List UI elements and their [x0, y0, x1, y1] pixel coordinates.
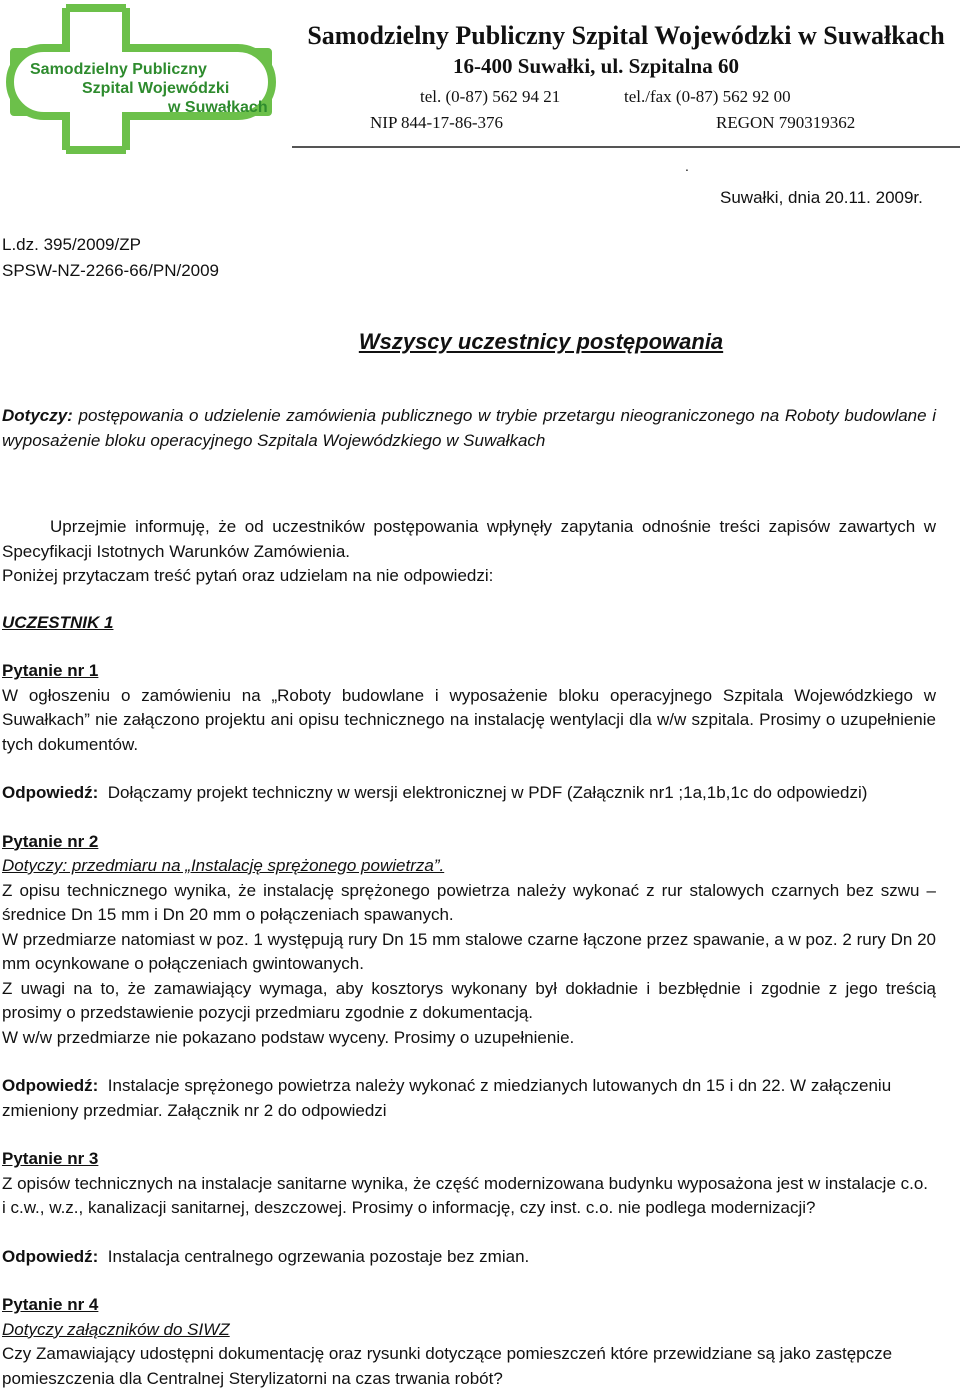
id-line [292, 110, 960, 136]
answer-1-text: Dołączamy projekt techniczny w wersji elektronicznej w PDF (Załącznik nr1 ;1a,1b,1c do odpowiedzi) [107, 783, 868, 802]
ldz-number: L.dz. 395/2009/ZP [2, 235, 141, 254]
question-2-heading: Pytanie nr 2 [2, 831, 99, 851]
answer-3-text: Instalacja centralnego ogrzewania pozostaje bez zmian. [107, 1246, 530, 1266]
answer-label: Odpowiedź: [2, 1246, 99, 1266]
answer-2 [2, 1074, 936, 1123]
question-4-heading: Pytanie nr 4 [2, 1295, 99, 1314]
subject-label: Dotyczy: [2, 406, 73, 425]
question-2-concerns: Dotyczy: przedmiaru na „Instalację sprężonego powietrza”. [2, 856, 445, 875]
question-4-concerns: Dotyczy załączników do SIWZ [2, 1319, 230, 1339]
regon-number: REGON 790319362 [716, 113, 856, 132]
logo-line-2: Szpital Wojewódzki [82, 80, 230, 97]
question-2-text-1: Z opisu technicznego wynika, że instalację sprężonego powietrza należy wykonać z rur stalowych czarnych bez szwu – średnice Dn 15 mm i Dn 20 mm o połączeniach spawanych. [2, 880, 936, 924]
letterhead [292, 20, 960, 136]
fax-number: tel./fax (0-87) 562 92 00 [624, 87, 791, 106]
subject-paragraph [2, 404, 936, 453]
question-1-heading: Pytanie nr 1 [2, 661, 99, 680]
question-2-text-2: W przedmiarze natomiast w poz. 1 występują rury Dn 15 mm stalowe czarne łączone przez spawanie, a w poz. 2 rury Dn 20 mm ocynkowane o połączeniach gwintowanych. [2, 929, 936, 973]
letter-body [2, 404, 936, 1391]
header-divider [292, 146, 960, 148]
question-2-text-4: W w/w przedmiarze nie pokazano podstaw wyceny. Prosimy o uzupełnienie. [2, 1027, 575, 1047]
hospital-address: 16-400 Suwałki, ul. Szpitalna 60 [453, 54, 739, 78]
header-dot: . [685, 158, 689, 174]
logo-line-1: Samodzielny Publiczny [30, 61, 207, 78]
document-title: Wszyscy uczestnicy postępowania [358, 329, 724, 354]
question-2-text-3: Z uwagi na to, że zamawiający wymaga, aby kosztorys wykonany był dokładnie i bezbłędnie i zgodnie z jego treścią prosimy o przedstawienie pozycji przedmiaru zgodnie z dokumentacją. [2, 978, 936, 1022]
question-3-heading: Pytanie nr 3 [2, 1149, 99, 1168]
reference-numbers [2, 232, 219, 284]
question-1-text: W ogłoszeniu o zamówieniu na „Roboty budowlane i wyposażenie bloku operacyjnego Szpitala Wojewódzkiego w Suwałkach” nie załączono projektu ani opisu technicznego na instalację wentylacji dla w/w szpitala. Prosimy o uzupełnienie tych dokumentów. [2, 685, 936, 754]
intro-followup: Poniżej przytaczam treść pytań oraz udzielam na nie odpowiedzi: [2, 566, 494, 585]
logo-line-3: w Suwałkach [168, 99, 268, 116]
answer-label: Odpowiedź: [2, 783, 99, 802]
phone-line [292, 84, 960, 110]
letter-date: Suwałki, dnia 20.11. 2009r. [720, 188, 923, 207]
intro-paragraph: Uprzejmie informuję, że od uczestników postępowania wpłynęły zapytania odnośnie treści zapisów zawartych w Specyfikacji Istotnych Warunków Zamówienia. [2, 517, 936, 561]
nip-number: NIP 844-17-86-376 [370, 113, 503, 132]
subject-text: postępowania o udzielenie zamówienia publicznego w trybie przetargu nieograniczonego na Roboty budowlane i wyposażenie bloku operacyjnego Szpitala Wojewódzkiego w Suwałkach [2, 406, 936, 450]
answer-3 [2, 1245, 936, 1270]
answer-2-text: Instalacje sprężonego powietrza należy wykonać z miedzianych lutowanych dn 15 i dn 22. W załączeniu zmieniony przedmiar. Załącznik nr 2 do odpowiedzi [2, 1076, 892, 1120]
question-3-text: Z opisów technicznych na instalacje sanitarne wynika, że część modernizowana budynku wyposażona jest w instalacje c.o. i c.w., w.z., kanalizacji sanitarnej, deszczowej. Prosimy o informację, czy inst. c.o. nie podlega modernizacji? [2, 1173, 929, 1217]
case-number: SPSW-NZ-2266-66/PN/2009 [2, 261, 220, 280]
question-4-text: Czy Zamawiający udostępni dokumentację oraz rysunki dotyczące pomieszczeń które przewidziane są jako zastępcze pomieszczenia dla Centralnej Sterylizatorni na czas trwania robót? [2, 1344, 893, 1388]
hospital-name: Samodzielny Publiczny Szpital Wojewódzki w Suwałkach [307, 21, 945, 50]
participant-heading: UCZESTNIK 1 [2, 612, 114, 632]
answer-1 [2, 781, 936, 806]
answer-label: Odpowiedź: [2, 1076, 99, 1095]
phone-number: tel. (0-87) 562 94 21 [420, 87, 561, 106]
